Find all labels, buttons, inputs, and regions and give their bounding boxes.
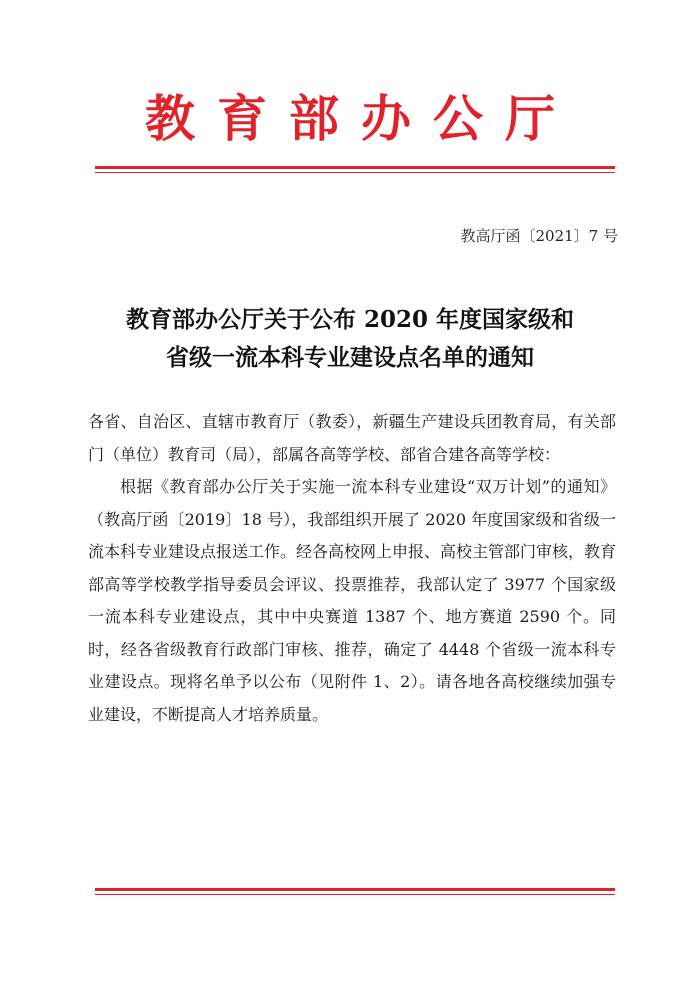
footer-divider-thin <box>95 894 615 895</box>
footer-divider-thick <box>95 888 615 891</box>
document-title <box>0 301 700 377</box>
document-number: 教高厅函〔2021〕7 号 <box>460 227 618 245</box>
header-divider-thick <box>95 166 615 169</box>
document-title-line-1: 教育部办公厅关于公布 2020 年度国家级和 <box>125 306 575 333</box>
document-title-line-2: 省级一流本科专业建设点名单的通知 <box>166 344 534 371</box>
header-divider-thin <box>95 172 615 173</box>
document-body <box>88 406 616 731</box>
salutation: 各省、自治区、直辖市教育厅（教委），新疆生产建设兵团教育局，有关部门（单位）教育司（局），部属各高等学校、部省合建各高等学校： <box>88 412 616 464</box>
issuer-header: 教育部办公厅 <box>145 89 577 148</box>
body-paragraph: 根据《教育部办公厅关于实施一流本科专业建设“双万计划”的通知》（教高厅函〔2019〕18 号），我部组织开展了 2020 年度国家级和省级一流本科专业建设点报送工作。经各高校网上申报、高校主管部门审核，教育部高等学校教学指导委员会评议、投票推荐，我部认定了 3977 个国家级一流本科专业建设点，其中中央赛道 1387 个、地方赛道 2590 个。同时，经各省级教育行政部门审核、推荐，确定了 4448 个省级一流本科专业建设点。现将名单予以公布（见附件 1、2）。请各地各高校继续加强专业建设，不断提高人才培养质量。 <box>88 477 617 724</box>
